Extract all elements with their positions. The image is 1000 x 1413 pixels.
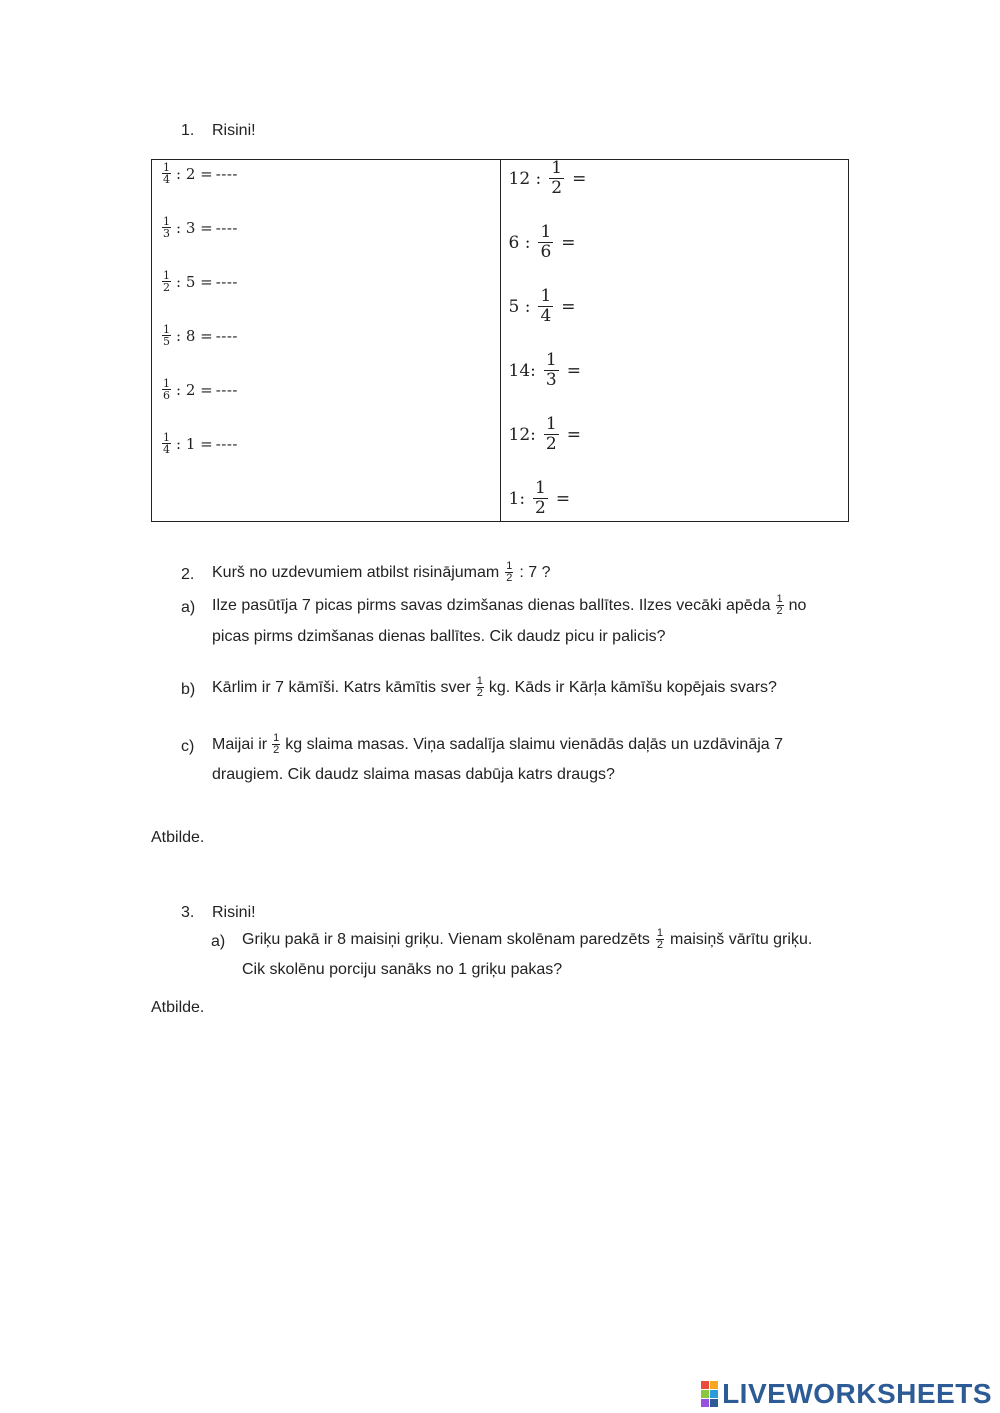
fraction-denominator: 4 <box>540 306 552 326</box>
right-exercise-6 <box>509 480 571 517</box>
fraction-numerator: 1 <box>540 286 552 306</box>
task3-a-text-end: maisiņš vārītu griķu. <box>670 930 813 948</box>
right-exercise-5 <box>509 416 581 453</box>
answer-blank[interactable]: ---- <box>215 326 238 345</box>
task1-number: 1. <box>181 122 195 139</box>
equals-sign[interactable]: = <box>566 424 581 445</box>
equals-sign[interactable]: = <box>566 360 581 381</box>
dividend: 5 : <box>508 296 531 317</box>
answer-blank[interactable]: ---- <box>215 434 238 453</box>
fraction-numerator: 1 <box>476 675 483 687</box>
task3-a-label: a) <box>211 933 226 950</box>
fraction-denominator: 2 <box>656 939 664 951</box>
fraction-denominator: 4 <box>163 173 170 186</box>
fraction-denominator: 4 <box>163 443 170 456</box>
option-a-line2: picas pirms dzimšanas dienas ballītes. Cik daudz picu ir palicis? <box>212 628 666 645</box>
option-c-label: c) <box>181 738 195 755</box>
fraction-numerator: 1 <box>535 478 546 498</box>
fraction-numerator: 1 <box>656 927 664 939</box>
fraction-denominator: 2 <box>476 687 483 699</box>
left-exercise-6 <box>160 432 238 455</box>
task2-answer-label[interactable]: Atbilde. <box>151 829 205 846</box>
operation: : 8 = <box>176 326 213 345</box>
option-a-label: a) <box>181 599 196 616</box>
option-c-line1 <box>212 733 783 756</box>
fraction-denominator: 2 <box>535 498 546 518</box>
task1-title: Risini! <box>212 122 256 139</box>
left-exercise-3 <box>160 270 238 293</box>
right-exercise-3 <box>509 288 576 325</box>
option-c-text: Maijai ir <box>212 735 268 753</box>
fraction-denominator: 3 <box>163 227 170 240</box>
operation: : 5 = <box>176 272 213 291</box>
logo-text: LIVEWORKSHEETS <box>722 1378 992 1409</box>
option-b-text: Kārlim ir 7 kāmīši. Katrs kāmītis sver <box>212 678 471 696</box>
dividend: 12: <box>508 424 536 445</box>
task3-number: 3. <box>181 904 195 921</box>
fraction-numerator: 1 <box>163 377 170 390</box>
fraction-numerator: 1 <box>163 269 170 282</box>
fraction-numerator: 1 <box>163 431 170 444</box>
right-exercise-2 <box>509 224 576 261</box>
task3-a-line1 <box>242 928 812 951</box>
option-a-text: Ilze pasūtīja 7 picas pirms savas dzimšanas dienas ballītes. Ilzes vecāki apēda <box>212 596 771 614</box>
task2-question <box>212 561 550 584</box>
fraction-numerator: 1 <box>776 593 783 605</box>
question-text: Kurš no uzdevumiem atbilst risinājumam <box>212 563 500 581</box>
answer-blank[interactable]: ---- <box>215 272 238 291</box>
fraction-numerator: 1 <box>545 350 557 370</box>
equals-sign[interactable]: = <box>561 296 576 317</box>
right-exercise-1 <box>509 160 587 197</box>
answer-blank[interactable]: ---- <box>215 164 238 183</box>
question-text-end: : 7 ? <box>519 563 551 581</box>
equals-sign[interactable]: = <box>555 488 571 509</box>
left-exercise-2 <box>160 216 238 239</box>
task3-answer-label[interactable]: Atbilde. <box>151 999 205 1016</box>
fraction-denominator: 6 <box>163 389 170 402</box>
left-exercise-4 <box>160 324 238 347</box>
option-b-label: b) <box>181 681 196 698</box>
fraction-denominator: 5 <box>163 335 170 348</box>
left-exercise-5 <box>160 378 238 401</box>
right-exercise-4 <box>509 352 581 389</box>
task2-number: 2. <box>181 566 195 583</box>
dividend: 14: <box>508 360 536 381</box>
task3-title: Risini! <box>212 904 256 921</box>
fraction-numerator: 1 <box>506 560 513 572</box>
fraction-denominator: 2 <box>273 744 280 756</box>
option-c-line2: draugiem. Cik daudz slaima masas dabūja katrs draugs? <box>212 766 615 783</box>
fraction-numerator: 1 <box>551 158 563 178</box>
option-a-line1 <box>212 594 806 617</box>
liveworksheets-logo <box>701 1378 992 1410</box>
option-c-text-end: kg slaima masas. Viņa sadalīja slaimu vienādās daļās un uzdāvināja 7 <box>285 735 784 753</box>
fraction-numerator: 1 <box>163 161 170 174</box>
option-a-text-end: no <box>788 596 807 614</box>
answer-blank[interactable]: ---- <box>215 380 238 399</box>
option-b-text-end: kg. Kāds ir Kārļa kāmīšu kopējais svars? <box>488 678 777 696</box>
logo-mark-icon <box>701 1381 718 1407</box>
option-b-line <box>212 676 777 699</box>
equals-sign[interactable]: = <box>561 232 576 253</box>
operation: : 3 = <box>176 218 213 237</box>
fraction-denominator: 2 <box>545 434 557 454</box>
dividend: 1: <box>508 488 526 509</box>
fraction-denominator: 3 <box>545 370 557 390</box>
task3-a-text: Griķu pakā ir 8 maisiņi griķu. Vienam skolēnam paredzēts <box>242 930 650 948</box>
fraction-numerator: 1 <box>163 215 170 228</box>
operation: : 2 = <box>176 164 213 183</box>
task1-right-column <box>500 160 849 522</box>
task1-left-column <box>152 160 501 522</box>
fraction-denominator: 2 <box>776 605 783 617</box>
fraction-denominator: 2 <box>506 572 513 584</box>
dividend: 12 : <box>508 168 542 189</box>
left-exercise-1 <box>160 162 238 185</box>
fraction-denominator: 2 <box>551 178 563 198</box>
fraction-numerator: 1 <box>273 732 280 744</box>
equals-sign[interactable]: = <box>572 168 587 189</box>
dividend: 6 : <box>508 232 531 253</box>
fraction-denominator: 2 <box>163 281 170 294</box>
operation: : 1 = <box>176 434 213 453</box>
fraction-denominator: 6 <box>540 242 552 262</box>
task3-a-line2: Cik skolēnu porciju sanāks no 1 griķu pakas? <box>242 961 563 978</box>
fraction-numerator: 1 <box>545 414 557 434</box>
task1-table <box>151 159 849 522</box>
fraction-numerator: 1 <box>540 222 552 242</box>
fraction-numerator: 1 <box>163 323 170 336</box>
answer-blank[interactable]: ---- <box>215 218 238 237</box>
operation: : 2 = <box>176 380 213 399</box>
